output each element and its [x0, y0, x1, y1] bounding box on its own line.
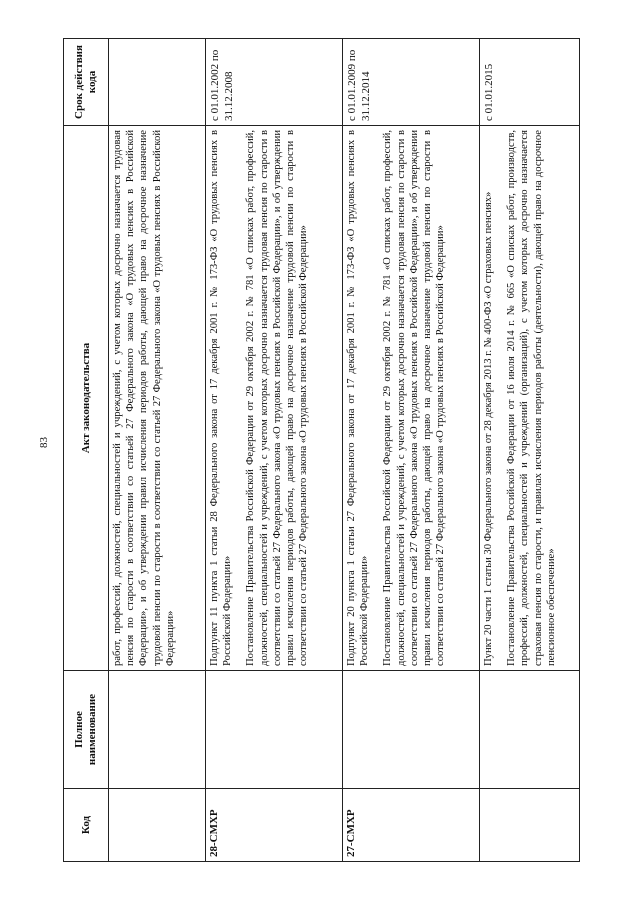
- row-period: [109, 39, 206, 126]
- row-code: 27-СМХР: [343, 789, 480, 862]
- row-full-name: [480, 671, 580, 789]
- table-row: [480, 39, 580, 862]
- row-code: [480, 789, 580, 862]
- header-period: Срок действия кода: [64, 39, 109, 126]
- header-code: Код: [64, 789, 109, 862]
- row-full-name: [109, 671, 206, 789]
- act-text: Постановление Правительства Российской Федерации от 16 июля 2014 г. № 665 «О списках работ, производств, профессий, должностей, специальностей и учреждений (организаций), с учетом которых досрочно назначается страховая пенсия по старости, и правилах исчисления периодов работы (деятельности), дающей право на досрочное пенсионное обеспечение»: [506, 130, 557, 666]
- table-row: [109, 39, 206, 862]
- act-text: Пункт 20 части 1 статьи 30 Федерального закона от 28 декабря 2013 г. № 400-ФЗ «О страховых пенсиях»: [483, 191, 494, 666]
- act-text: Постановление Правительства Российской Федерации от 29 октября 2002 г. № 781 «О списках работ, профессий, должностей, специальностей и учреждений, с учетом которых досрочно назначается трудовая пенсия по старости в соответствии со статьей 27 Федерального закона «О трудовых пенсиях в Российской Федерации», и об утверждении правил исчисления периодов работы, дающей право на досрочное назначение трудовой пенсии по старости в соответствии со статьей 27 Федерального закона «О трудовых пенсиях в Российской Федерации»: [245, 130, 310, 666]
- row-period: с 01.01.2015: [480, 39, 580, 126]
- row-act: [206, 126, 343, 671]
- codes-table: [63, 38, 580, 862]
- act-text: Постановление Правительства Российской Федерации от 29 октября 2002 г. № 781 «О списках работ, профессий, должностей, специальностей и учреждений, с учетом которых досрочно назначается трудовая пенсия по старости в соответствии со статьей 27 Федерального закона «О трудовых пенсиях в Российской Федерации», и об утверждении правил исчисления периодов работы, дающей право на досрочное назначение трудовой пенсии по старости в соответствии со статьей 27 Федерального закона «О трудовых пенсиях в Российской Федерации»: [382, 130, 447, 666]
- row-period: с 01.01.2009 по 31.12.2014: [343, 39, 480, 126]
- row-code: [109, 789, 206, 862]
- row-act: [109, 126, 206, 671]
- act-text: работ, профессий, должностей, специальностей и учреждений, с учетом которых досрочно назначается трудовая пенсия по старости в соответствии со статьей 27 Федерального закона «О трудовых пенсиях в Российской Федерации», и об утверждении правил исчисления периодов работы, дающей право на досрочное назначение трудовой пенсии по старости в соответствии со статьей 27 Федерального закона «О трудовых пенсиях в Российской Федерации»: [112, 130, 176, 666]
- header-full-name: Полное наименование: [64, 671, 109, 789]
- row-full-name: [206, 671, 343, 789]
- table-header-row: [64, 39, 109, 862]
- row-act: [480, 126, 580, 671]
- header-act: Акт законодательства: [64, 126, 109, 671]
- row-act: [343, 126, 480, 671]
- act-text: Подпункт 20 пункта 1 статьи 27 Федерального закона от 17 декабря 2001 г. № 173-ФЗ «О трудовых пенсиях в Российской Федерации»: [346, 130, 371, 666]
- act-text: Подпункт 11 пункта 1 статьи 28 Федерального закона от 17 декабря 2001 г. № 173-ФЗ «О трудовых пенсиях в Российской Федерации»: [209, 130, 234, 666]
- row-full-name: [343, 671, 480, 789]
- row-code: 28-СМХР: [206, 789, 343, 862]
- page-number: 83: [38, 437, 50, 448]
- row-period: с 01.01.2002 по 31.12.2008: [206, 39, 343, 126]
- table-row: [206, 39, 343, 862]
- rotated-page: [63, 39, 578, 862]
- table-row: [343, 39, 480, 862]
